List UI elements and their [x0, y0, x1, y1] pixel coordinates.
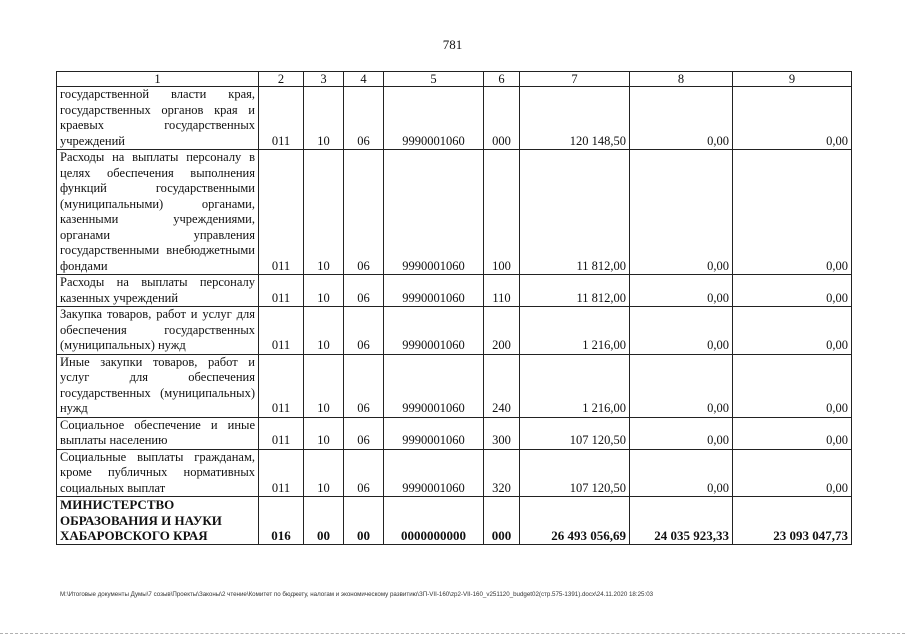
row-section-cell: 10 [304, 449, 344, 497]
row-amount-3-cell: 0,00 [733, 307, 852, 355]
row-ministry-code-cell: 011 [259, 449, 304, 497]
header-cell: 7 [520, 72, 630, 87]
row-section-cell: 10 [304, 354, 344, 417]
row-name-cell: Закупка товаров, работ и услуг для обеспечения государственных (муниципальных) нужд [57, 307, 259, 355]
row-amount-1-cell: 1 216,00 [520, 307, 630, 355]
header-cell: 8 [630, 72, 733, 87]
table-row [57, 354, 852, 417]
header-cell: 4 [344, 72, 384, 87]
header-row [57, 72, 852, 87]
row-expense-type-cell: 000 [484, 87, 520, 150]
row-ministry-code-cell: 011 [259, 307, 304, 355]
row-section-cell: 10 [304, 275, 344, 307]
row-amount-2-cell: 0,00 [630, 354, 733, 417]
row-name-cell: Расходы на выплаты персоналу казенных учреждений [57, 275, 259, 307]
row-ministry-code-cell: 011 [259, 150, 304, 275]
row-amount-3-cell: 23 093 047,73 [733, 497, 852, 545]
row-target-article-cell: 9990001060 [384, 307, 484, 355]
row-name-cell: Расходы на выплаты персоналу в целях обеспечения выполнения функций государственными (муниципальными) органами, казенными учреждениями, органами управления государственными внебюджетными фондами [57, 150, 259, 275]
table-row [57, 150, 852, 275]
document-path-footer: M:\Итоговые документы Думы\7 созыв\Проекты\Законы\2 чтение\Комитет по бюджету, налогам и экономическому развитию\ЗП-VII-160\zp2-VII-160_v251120_budget02(стр.575-1391).docx\24.11.2020 18:25:03 [60, 591, 654, 598]
page-number: 781 [442, 37, 463, 52]
row-amount-1-cell: 1 216,00 [520, 354, 630, 417]
total-row [57, 497, 852, 545]
row-amount-2-cell: 0,00 [630, 275, 733, 307]
row-expense-type-cell: 100 [484, 150, 520, 275]
row-amount-3-cell: 0,00 [733, 449, 852, 497]
row-amount-1-cell: 26 493 056,69 [520, 497, 630, 545]
row-target-article-cell: 9990001060 [384, 354, 484, 417]
row-ministry-code-cell: 011 [259, 417, 304, 449]
row-name-cell: Социальные выплаты гражданам, кроме публичных нормативных социальных выплат [57, 449, 259, 497]
row-amount-1-cell: 11 812,00 [520, 150, 630, 275]
row-amount-2-cell: 24 035 923,33 [630, 497, 733, 545]
row-amount-2-cell: 0,00 [630, 150, 733, 275]
row-target-article-cell: 9990001060 [384, 87, 484, 150]
row-name-cell: Социальное обеспечение и иные выплаты населению [57, 417, 259, 449]
header-cell: 1 [57, 72, 259, 87]
page-divider [0, 633, 905, 634]
row-name-cell: государственной власти края, государственных органов края и краевых государственных учреждений [57, 87, 259, 150]
row-name-cell: МИНИСТЕРСТВО ОБРАЗОВАНИЯ И НАУКИ ХАБАРОВСКОГО КРАЯ [57, 497, 259, 545]
row-expense-type-cell: 110 [484, 275, 520, 307]
row-amount-1-cell: 107 120,50 [520, 417, 630, 449]
row-expense-type-cell: 240 [484, 354, 520, 417]
row-amount-2-cell: 0,00 [630, 449, 733, 497]
row-amount-1-cell: 107 120,50 [520, 449, 630, 497]
row-amount-3-cell: 0,00 [733, 354, 852, 417]
row-ministry-code-cell: 016 [259, 497, 304, 545]
table-row [57, 417, 852, 449]
row-subsection-cell: 06 [344, 449, 384, 497]
header-cell: 6 [484, 72, 520, 87]
row-amount-2-cell: 0,00 [630, 417, 733, 449]
row-amount-3-cell: 0,00 [733, 417, 852, 449]
row-subsection-cell: 06 [344, 150, 384, 275]
row-subsection-cell: 06 [344, 417, 384, 449]
row-target-article-cell: 0000000000 [384, 497, 484, 545]
row-section-cell: 10 [304, 87, 344, 150]
row-amount-1-cell: 120 148,50 [520, 87, 630, 150]
budget-table [56, 71, 852, 545]
row-subsection-cell: 06 [344, 275, 384, 307]
row-target-article-cell: 9990001060 [384, 150, 484, 275]
header-cell: 2 [259, 72, 304, 87]
header-cell: 9 [733, 72, 852, 87]
row-subsection-cell: 00 [344, 497, 384, 545]
row-expense-type-cell: 300 [484, 417, 520, 449]
row-expense-type-cell: 000 [484, 497, 520, 545]
table-row [57, 449, 852, 497]
row-amount-3-cell: 0,00 [733, 275, 852, 307]
row-section-cell: 00 [304, 497, 344, 545]
row-amount-2-cell: 0,00 [630, 87, 733, 150]
row-section-cell: 10 [304, 417, 344, 449]
table-row [57, 275, 852, 307]
row-expense-type-cell: 200 [484, 307, 520, 355]
table-row [57, 307, 852, 355]
row-target-article-cell: 9990001060 [384, 417, 484, 449]
table-row [57, 87, 852, 150]
row-expense-type-cell: 320 [484, 449, 520, 497]
row-section-cell: 10 [304, 307, 344, 355]
row-section-cell: 10 [304, 150, 344, 275]
row-ministry-code-cell: 011 [259, 354, 304, 417]
header-cell: 3 [304, 72, 344, 87]
row-subsection-cell: 06 [344, 354, 384, 417]
row-subsection-cell: 06 [344, 307, 384, 355]
row-amount-1-cell: 11 812,00 [520, 275, 630, 307]
row-target-article-cell: 9990001060 [384, 449, 484, 497]
row-amount-3-cell: 0,00 [733, 87, 852, 150]
row-target-article-cell: 9990001060 [384, 275, 484, 307]
row-ministry-code-cell: 011 [259, 87, 304, 150]
row-subsection-cell: 06 [344, 87, 384, 150]
row-amount-3-cell: 0,00 [733, 150, 852, 275]
row-name-cell: Иные закупки товаров, работ и услуг для обеспечения государственных (муниципальных) нужд [57, 354, 259, 417]
row-ministry-code-cell: 011 [259, 275, 304, 307]
header-cell: 5 [384, 72, 484, 87]
row-amount-2-cell: 0,00 [630, 307, 733, 355]
